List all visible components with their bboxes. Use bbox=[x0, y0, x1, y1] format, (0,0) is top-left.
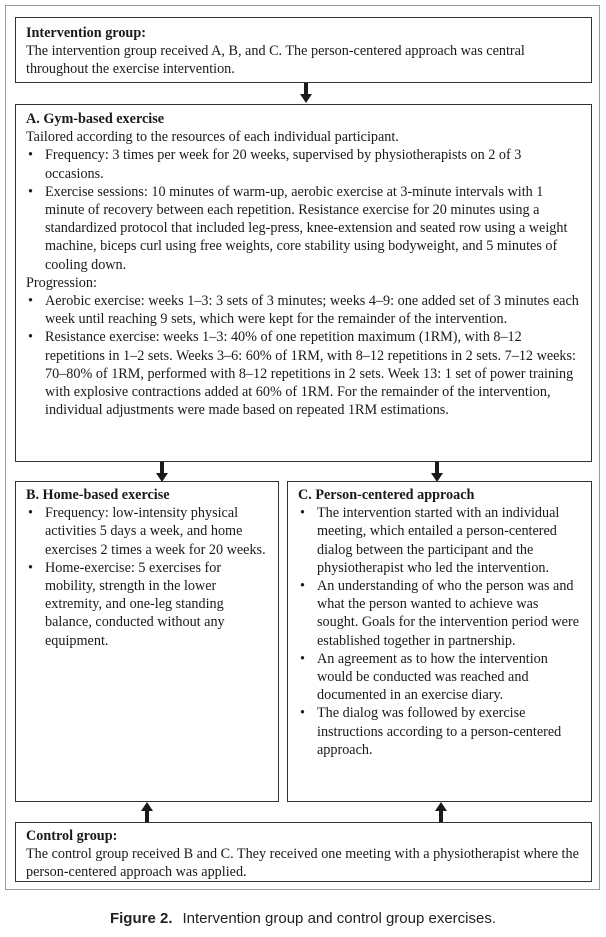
arrow-down-icon bbox=[300, 83, 312, 103]
figure-caption-text: Intervention group and control group exercises. bbox=[182, 910, 497, 927]
list-item: • An understanding of who the person was and what the person wanted to achieve was sought. Goals for the intervention period were established together in partnership. bbox=[298, 577, 581, 650]
progression-label: Progression: bbox=[26, 274, 97, 291]
list-item: • Frequency: low-intensity physical activities 5 days a week, and home exercises 2 times a week for 20 weeks. bbox=[26, 504, 268, 559]
list-item: • Home-exercise: 5 exercises for mobility, strength in the lower extremity, and one-leg standing balance, conducted without any equipment. bbox=[26, 559, 268, 650]
list-item: • Frequency: 3 times per week for 20 weeks, supervised by physiotherapists on 2 of 3 occasions. bbox=[26, 146, 581, 182]
home-exercise-box bbox=[15, 481, 279, 802]
control-group-text: The control group received B and C. They received one meeting with a physiotherapist where the person-centered approach was applied. bbox=[26, 846, 579, 881]
intervention-group-box bbox=[15, 17, 592, 83]
list-item: • The dialog was followed by exercise instructions according to a person-centered approach. bbox=[298, 704, 581, 759]
person-centered-box bbox=[287, 481, 592, 802]
home-exercise-list bbox=[26, 504, 268, 650]
figure-caption bbox=[0, 910, 606, 927]
arrow-up-icon bbox=[435, 802, 447, 822]
intervention-group-text: The intervention group received A, B, and C. The person-centered approach was central throughout the exercise intervention. bbox=[26, 43, 525, 78]
list-item: • Resistance exercise: weeks 1–3: 40% of one repetition maximum (1RM), with 8–12 repetitions in 1–2 sets. Weeks 3–6: 60% of 1RM, with 8–12 repetitions in 2 sets. 7–12 weeks: 70–80% of 1RM, performed with 8–12 repetitions in 2 sets. Week 13: 1 set of power training with explosive contractions added at 60% of 1RM. For the remainder of the intervention, individual adjustments were made based on repeated 1RM estimations. bbox=[26, 328, 581, 419]
gym-exercise-title: A. Gym-based exercise bbox=[26, 111, 165, 127]
gym-exercise-list bbox=[26, 146, 581, 273]
figure-caption-label: Figure 2. bbox=[109, 910, 173, 927]
control-group-title: Control group: bbox=[26, 828, 118, 844]
list-item: • Exercise sessions: 10 minutes of warm-up, aerobic exercise at 3-minute intervals with 1 minute of recovery between each repetition. Resistance exercise for 20 minutes using a standardized protocol that included leg-press, knee-extension and seated row using a weight machine, biceps curl using free weights, core stability using bodyweight, and 5 minutes of cooling down. bbox=[26, 183, 581, 274]
gym-exercise-intro: Tailored according to the resources of each individual participant. bbox=[26, 129, 399, 146]
arrow-down-icon bbox=[431, 462, 443, 482]
home-exercise-title: B. Home-based exercise bbox=[26, 487, 170, 503]
list-item: • The intervention started with an individual meeting, which entailed a person-centered dialog between the participant and the physiotherapist who led the intervention. bbox=[298, 504, 581, 577]
intervention-group-title: Intervention group: bbox=[26, 25, 146, 41]
list-item: • Aerobic exercise: weeks 1–3: 3 sets of 3 minutes; weeks 4–9: one added set of 3 minutes each week until reaching 9 sets, which were kept for the remainder of the intervention. bbox=[26, 292, 581, 328]
arrow-up-icon bbox=[141, 802, 153, 822]
progression-list bbox=[26, 292, 581, 419]
person-centered-title: C. Person-centered approach bbox=[298, 487, 475, 503]
gym-exercise-box bbox=[15, 104, 592, 462]
arrow-down-icon bbox=[156, 462, 168, 482]
list-item: • An agreement as to how the intervention would be conducted was reached and documented in an exercise diary. bbox=[298, 650, 581, 705]
control-group-box bbox=[15, 822, 592, 882]
person-centered-list bbox=[298, 504, 581, 759]
